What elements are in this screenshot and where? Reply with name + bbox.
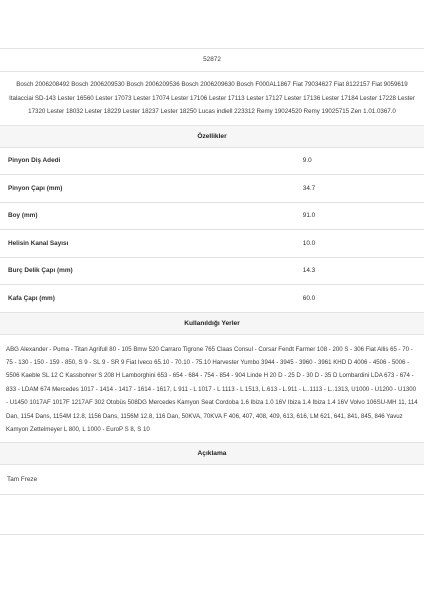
spec-row <box>0 202 424 230</box>
spec-value: 60.0 <box>302 294 316 302</box>
spec-value: 9.0 <box>302 157 312 165</box>
oem-references: Bosch 2006208492 Bosch 2006209530 Bosch 2006209536 Bosch 2006209630 Bosch F000AL1867 Fiat 79034627 Fiat 8122157 Fiat 9059619 Italacciai SD-143 Lester 16560 Lester 17073 Lester 17074 Lester 17106 Lester 17113 Lester 17127 Lester 17136 Lester 17184 Lester 17228 Lester 17320 Lester 18032 Lester 18229 Lester 18237 Lester 18250 Lucas indiell 223312 Remy 19024520 Remy 19025715 Zen 1.01.0367.0 <box>9 81 415 115</box>
spec-label: Boy (mm) <box>8 212 38 220</box>
spec-label: Pinyon Diş Adedi <box>8 157 61 165</box>
product-detail-table <box>0 48 424 495</box>
usage-heading-row <box>0 312 424 334</box>
description-heading: Açıklama <box>0 443 424 465</box>
usage-row <box>0 334 424 443</box>
spec-row <box>0 230 424 258</box>
table-bottom-spacer <box>0 495 424 535</box>
spec-label: Pinyon Çapı (mm) <box>8 184 63 192</box>
spec-label: Helisin Kanal Sayısı <box>8 239 69 247</box>
spec-label: Burç Delik Çapı (mm) <box>8 267 73 275</box>
usage-heading: Kullanıldığı Yerler <box>0 312 424 334</box>
description-text: Tam Freze <box>7 476 38 484</box>
spec-value: 14.3 <box>302 267 316 275</box>
features-heading-row <box>0 125 424 147</box>
spec-value: 10.0 <box>302 239 316 247</box>
references-row <box>0 72 424 126</box>
spec-row <box>0 147 424 175</box>
spec-row <box>0 175 424 203</box>
description-row <box>0 465 424 495</box>
description-heading-row <box>0 443 424 465</box>
spec-row <box>0 285 424 313</box>
spec-value: 34.7 <box>302 184 316 192</box>
features-heading: Özellikler <box>0 125 424 147</box>
spec-value: 91.0 <box>302 212 316 220</box>
usage-text: ABG Alexander - Puma - Titan Agrifull 80 - 105 Bmw 520 Carraro Tigrone 765 Claas Consul - Corsar Fendt Farmer 108 - 200 S - 306 Fiat Allis 65 - 70 - 75 - 130 - 150 - 159 - 850, S 9 - SL 9 - SR 9 Fiat Iveco 65.10 - 70.10 - 75.10 Harvester Yumbo 3944 - 3945 - 3960 - 3961 KHD D 4006 - 4506 - 5006 - 5506 Kaeble SL 12 C Kassbohrer S 208 H Lamborghini 653 - 654 - 684 - 754 - 854 - 904 Linde H 20 D - 25 D - 30 D - 35 D Lombardini LDA 673 - 674 - 833 - LDAM 674 Mercedes 1017 - 1414 - 1417 - 1614 - 1617, L 911 - L 1017 - L 1113 - L 1513, L.613 - L.911 - L..1113 - L..1313, U1000 - U1200 - U1300 - U1450 1017AF 1017F 1217AF 302 Otobüs 508DG Mercedes Kamyon Seat Cordoba 1.6 Ibiza 1.0 16V Ibiza 1.4 Ibiza 1.4 16V Volvo 106SU-MH 11, 114 Dan, 1154 Dans, 1154M 12.8, 1156 Dans, 1156M 12.8, 116 Dan, 50KVA, 70KVA F 406, 407, 408, 409, 613, 616, LM 621, 641, 841, 845, 846 Yavuz Kamyon Zettelmeyer L 800, L 1000 - EuroP S 8, S 10 <box>6 345 418 433</box>
spec-row <box>0 257 424 285</box>
spec-label: Kafa Çapı (mm) <box>8 294 55 302</box>
product-code-row <box>0 49 424 72</box>
product-code: 52872 <box>203 56 221 63</box>
